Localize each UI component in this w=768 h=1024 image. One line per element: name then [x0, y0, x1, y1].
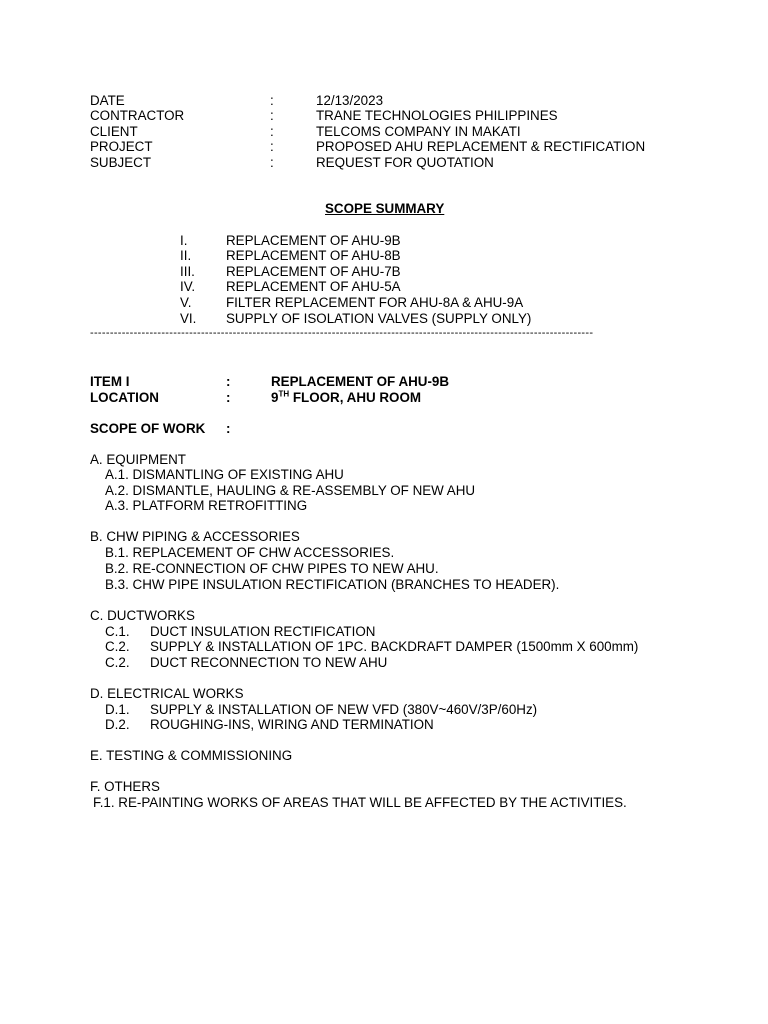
scope-of-work-sep: : [226, 421, 231, 436]
section-c-item: DUCT INSULATION RECTIFICATION [150, 624, 376, 639]
subject-sep: : [270, 155, 274, 170]
project-sep: : [270, 139, 274, 154]
summary-item: REPLACEMENT OF AHU-8B [226, 248, 401, 263]
date-label: DATE [90, 93, 125, 108]
summary-item: REPLACEMENT OF AHU-9B [226, 233, 401, 248]
location-floor-rest: FLOOR, AHU ROOM [289, 390, 422, 405]
section-f-title: F. OTHERS [90, 779, 160, 794]
client-label: CLIENT [90, 124, 138, 139]
item-label: ITEM I [90, 374, 130, 389]
contractor-label: CONTRACTOR [90, 108, 185, 123]
summary-num: V. [180, 295, 192, 310]
location-floor-suffix: TH [278, 389, 290, 399]
subject-label: SUBJECT [90, 155, 152, 170]
summary-num: VI. [180, 311, 197, 326]
section-c-num: C.2. [105, 639, 130, 654]
section-c-item: DUCT RECONNECTION TO NEW AHU [150, 655, 388, 670]
summary-num: III. [180, 264, 195, 279]
client-value: TELCOMS COMPANY IN MAKATI [316, 124, 521, 139]
location-label: LOCATION [90, 390, 159, 405]
location-floor-number: 9 [271, 390, 279, 405]
project-label: PROJECT [90, 139, 153, 154]
date-sep: : [270, 93, 274, 108]
project-value: PROPOSED AHU REPLACEMENT & RECTIFICATION [316, 139, 646, 154]
summary-num: II. [180, 248, 192, 263]
client-sep: : [270, 124, 274, 139]
contractor-sep: : [270, 108, 274, 123]
summary-item: SUPPLY OF ISOLATION VALVES (SUPPLY ONLY) [226, 311, 532, 326]
section-a-item: A.1. DISMANTLING OF EXISTING AHU [105, 467, 344, 482]
location-value [271, 390, 421, 406]
section-c-num: C.2. [105, 655, 130, 670]
section-b-item: B.3. CHW PIPE INSULATION RECTIFICATION (BRANCHES TO HEADER). [105, 577, 560, 592]
item-sep: : [226, 374, 231, 389]
section-a-item: A.3. PLATFORM RETROFITTING [105, 498, 308, 513]
section-c-num: C.1. [105, 624, 130, 639]
item-value: REPLACEMENT OF AHU-9B [271, 374, 450, 389]
scope-summary-title: SCOPE SUMMARY [325, 201, 445, 216]
subject-value: REQUEST FOR QUOTATION [316, 155, 494, 170]
section-b-item: B.2. RE-CONNECTION OF CHW PIPES TO NEW AHU. [105, 561, 439, 576]
section-f-item: F.1. RE-PAINTING WORKS OF AREAS THAT WILL BE AFFECTED BY THE ACTIVITIES. [93, 795, 627, 810]
section-a-title: A. EQUIPMENT [90, 452, 186, 467]
section-c-item: SUPPLY & INSTALLATION OF 1PC. BACKDRAFT DAMPER (1500mm X 600mm) [150, 639, 639, 654]
section-d-num: D.2. [105, 717, 130, 732]
summary-item: FILTER REPLACEMENT FOR AHU-8A & AHU-9A [226, 295, 524, 310]
section-b-item: B.1. REPLACEMENT OF CHW ACCESSORIES. [105, 545, 395, 560]
summary-item: REPLACEMENT OF AHU-7B [226, 264, 401, 279]
summary-item: REPLACEMENT OF AHU-5A [226, 279, 401, 294]
scope-of-work-label: SCOPE OF WORK [90, 421, 206, 436]
date-value: 12/13/2023 [316, 93, 384, 108]
section-d-item: ROUGHING-INS, WIRING AND TERMINATION [150, 717, 434, 732]
section-d-num: D.1. [105, 702, 130, 717]
section-d-title: D. ELECTRICAL WORKS [90, 686, 244, 701]
dashed-divider: ------------------------------------------------------------------------------------------------------------------------------- [90, 327, 594, 339]
section-d-item: SUPPLY & INSTALLATION OF NEW VFD (380V~460V/3P/60Hz) [150, 702, 538, 717]
location-sep: : [226, 390, 231, 405]
section-e-title: E. TESTING & COMMISSIONING [90, 748, 293, 763]
summary-num: I. [180, 233, 188, 248]
summary-num: IV. [180, 279, 196, 294]
section-c-title: C. DUCTWORKS [90, 608, 195, 623]
section-b-title: B. CHW PIPING & ACCESSORIES [90, 529, 300, 544]
section-a-item: A.2. DISMANTLE, HAULING & RE-ASSEMBLY OF NEW AHU [105, 483, 476, 498]
contractor-value: TRANE TECHNOLOGIES PHILIPPINES [316, 108, 558, 123]
